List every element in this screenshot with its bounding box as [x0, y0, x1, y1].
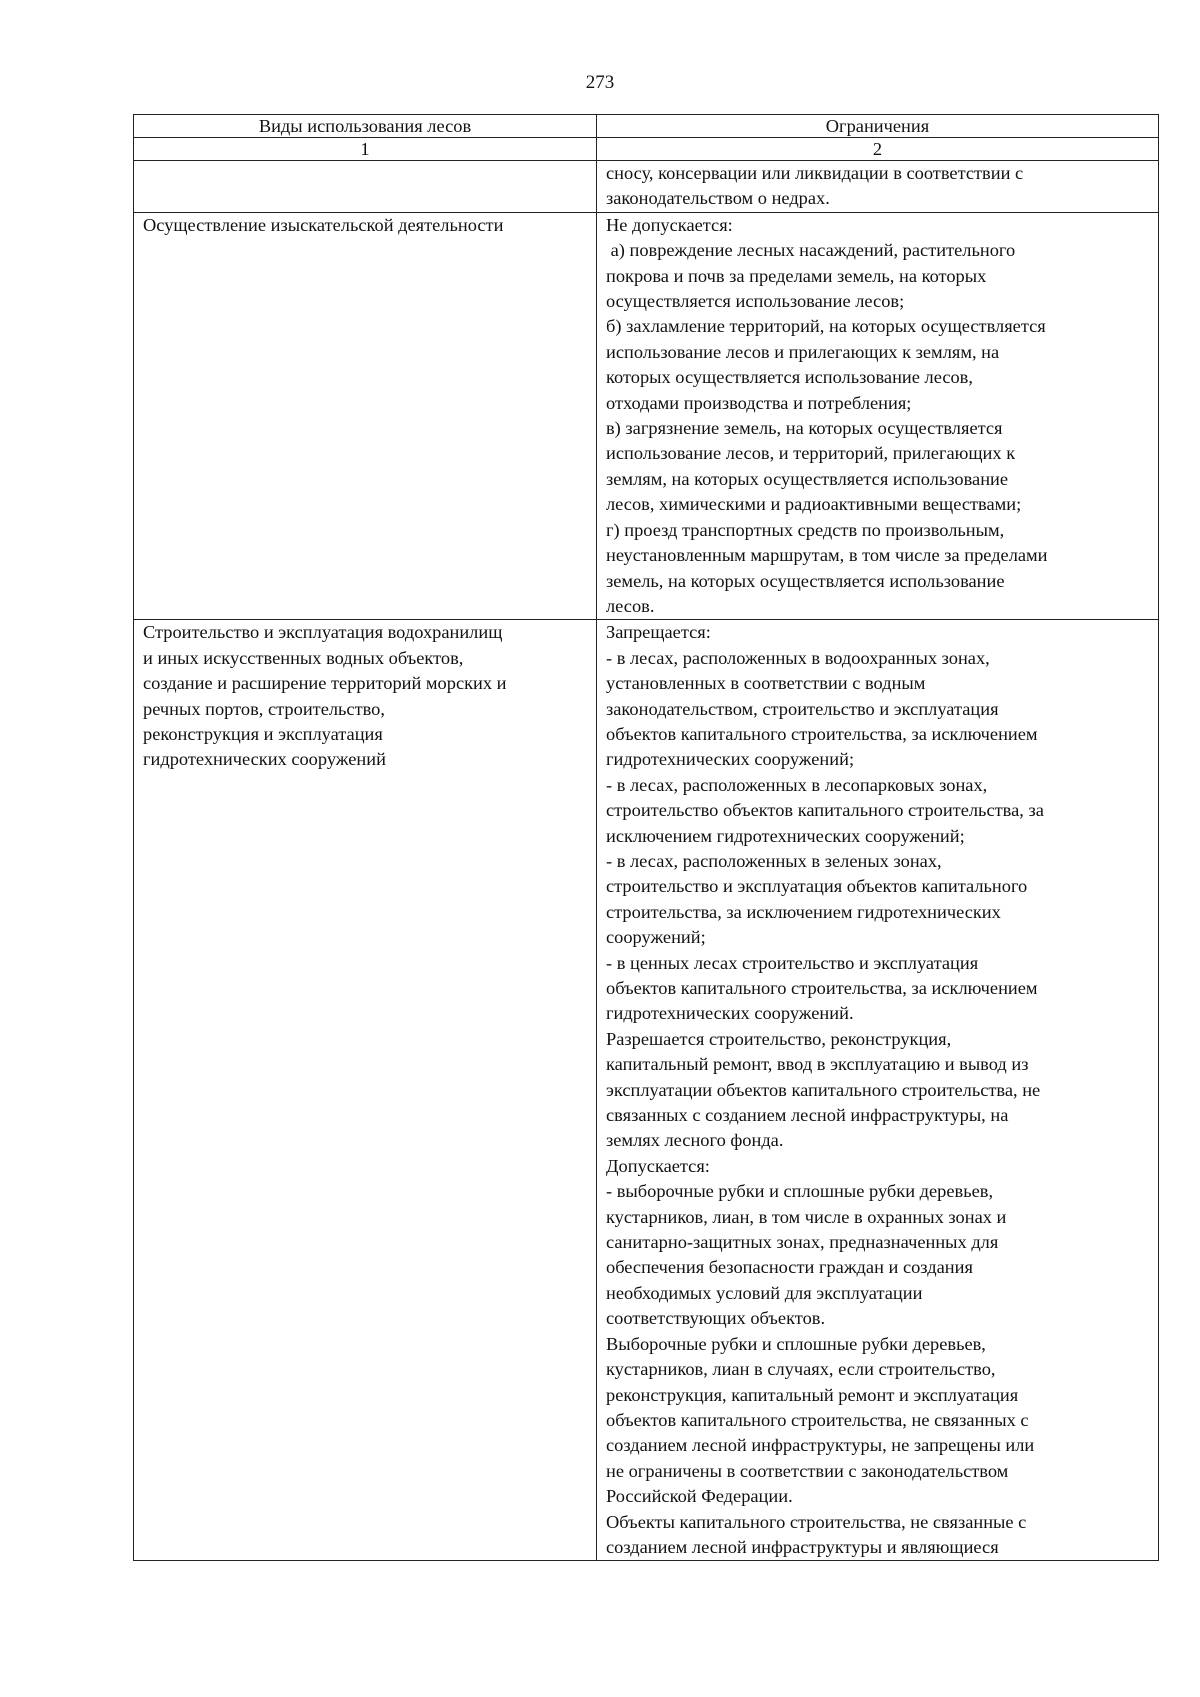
text-line: реконструкция и эксплуатация — [143, 723, 383, 744]
restrictions-cell — [597, 620, 1159, 1561]
table-row — [134, 161, 1159, 213]
text-line: Строительство и эксплуатация водохранилищ — [143, 622, 503, 643]
forest-use-type-cell — [134, 620, 597, 1561]
text-line: сносу, консервации или ликвидации в соответствии с — [606, 163, 1024, 183]
text-line: не ограничены в соответствии с законодательством — [606, 1460, 1009, 1481]
column-header-restrictions: Ограничения — [597, 115, 1159, 138]
text-line: Выборочные рубки и сплошные рубки деревьев, — [606, 1333, 986, 1354]
text-line: землях лесного фонда. — [606, 1130, 784, 1151]
page-number: 273 — [585, 72, 615, 93]
text-line: земель, на которых осуществляется использование — [606, 570, 1005, 591]
text-line: - выборочные рубки и сплошные рубки деревьев, — [606, 1181, 994, 1202]
text-line: и иных искусственных водных объектов, — [143, 647, 464, 668]
text-line: Осуществление изыскательской деятельности — [143, 214, 504, 235]
text-line: - в лесах, расположенных в водоохранных зонах, — [606, 647, 990, 668]
text-line: - в лесах, расположенных в зеленых зонах, — [606, 850, 942, 871]
text-line: строительство и эксплуатация объектов капитального — [606, 876, 1028, 897]
forest-use-type-cell — [134, 212, 597, 620]
text-line: б) захламление территорий, на которых осуществляется — [606, 316, 1046, 337]
column-header-forest-use-types: Виды использования лесов — [134, 115, 597, 138]
text-line: Запрещается: — [606, 622, 711, 643]
text-line: связанных с созданием лесной инфраструктуры, на — [606, 1105, 1009, 1126]
text-line: гидротехнических сооружений — [143, 749, 386, 770]
text-line: сооружений; — [606, 927, 706, 948]
text-line: речных портов, строительство, — [143, 698, 385, 719]
text-line: необходимых условий для эксплуатации — [606, 1282, 923, 1303]
text-line: реконструкция, капитальный ремонт и эксплуатация — [606, 1384, 1019, 1405]
text-line: созданием лесной инфраструктуры, не запрещены или — [606, 1435, 1035, 1456]
text-line: землям, на которых осуществляется использование — [606, 468, 1009, 489]
text-line: Разрешается строительство, реконструкция, — [606, 1028, 952, 1049]
text-line: установленных в соответствии с водным — [606, 673, 926, 694]
text-line: отходами производства и потребления; — [606, 392, 912, 413]
text-line: лесов. — [606, 595, 655, 616]
text-line: кустарников, лиан в случаях, если строительство, — [606, 1359, 996, 1380]
restrictions-table — [133, 114, 1159, 1561]
restrictions-cell — [597, 212, 1159, 620]
table-row — [134, 620, 1159, 1561]
text-line: строительства, за исключением гидротехнических — [606, 901, 1001, 922]
text-line: объектов капитального строительства, за исключением — [606, 723, 1038, 744]
table-row — [134, 212, 1159, 620]
column-number-2: 2 — [597, 138, 1159, 161]
text-line: - в лесах, расположенных в лесопарковых зонах, — [606, 774, 988, 795]
text-line: законодательством, строительство и эксплуатация — [606, 698, 999, 719]
text-line: а) повреждение лесных насаждений, растительного — [606, 240, 1016, 261]
text-line: создание и расширение территорий морских и — [143, 673, 507, 694]
text-line: использование лесов и прилегающих к землям, на — [606, 341, 1000, 362]
text-line: санитарно-защитных зонах, предназначенных для — [606, 1232, 999, 1253]
text-line: кустарников, лиан, в том числе в охранных зонах и — [606, 1206, 1007, 1227]
text-line: г) проезд транспортных средств по произвольным, — [606, 519, 1005, 540]
text-line: Объекты капитального строительства, не связанные с — [606, 1511, 1027, 1532]
text-line: Допускается: — [606, 1155, 710, 1176]
text-line: в) загрязнение земель, на которых осуществляется — [606, 418, 1003, 439]
text-line: неустановленным маршрутам, в том числе за пределами — [606, 545, 1048, 566]
text-line: которых осуществляется использование лесов, — [606, 367, 973, 388]
text-line: Российской Федерации. — [606, 1486, 793, 1507]
restrictions-cell — [597, 161, 1159, 213]
text-line: покрова и почв за пределами земель, на которых — [606, 265, 987, 286]
text-line: соответствующих объектов. — [606, 1308, 826, 1329]
text-line: созданием лесной инфраструктуры и являющиеся — [606, 1536, 999, 1557]
text-line: эксплуатации объектов капитального строительства, не — [606, 1079, 1041, 1100]
text-line: капитальный ремонт, ввод в эксплуатацию и вывод из — [606, 1054, 1029, 1075]
column-number-row — [134, 138, 1159, 161]
text-line: гидротехнических сооружений; — [606, 749, 855, 770]
text-line: лесов, химическими и радиоактивными веществами; — [606, 494, 1022, 515]
text-line: осуществляется использование лесов; — [606, 291, 905, 312]
text-line: - в ценных лесах строительство и эксплуатация — [606, 952, 979, 973]
forest-use-type-cell — [134, 161, 597, 213]
text-line: обеспечения безопасности граждан и создания — [606, 1257, 973, 1278]
text-line: строительство объектов капитального строительства, за — [606, 800, 1044, 821]
text-line: исключением гидротехнических сооружений; — [606, 825, 965, 846]
text-line: объектов капитального строительства, за исключением — [606, 978, 1038, 998]
table-header-row — [134, 115, 1159, 138]
text-line: объектов капитального строительства, не связанных с — [606, 1409, 1029, 1430]
column-number-1: 1 — [134, 138, 597, 161]
text-line: использование лесов, и территорий, прилегающих к — [606, 443, 1016, 464]
text-line: законодательством о недрах. — [606, 188, 830, 209]
text-line: гидротехнических сооружений. — [606, 1003, 854, 1024]
text-line: Не допускается: — [606, 214, 733, 235]
